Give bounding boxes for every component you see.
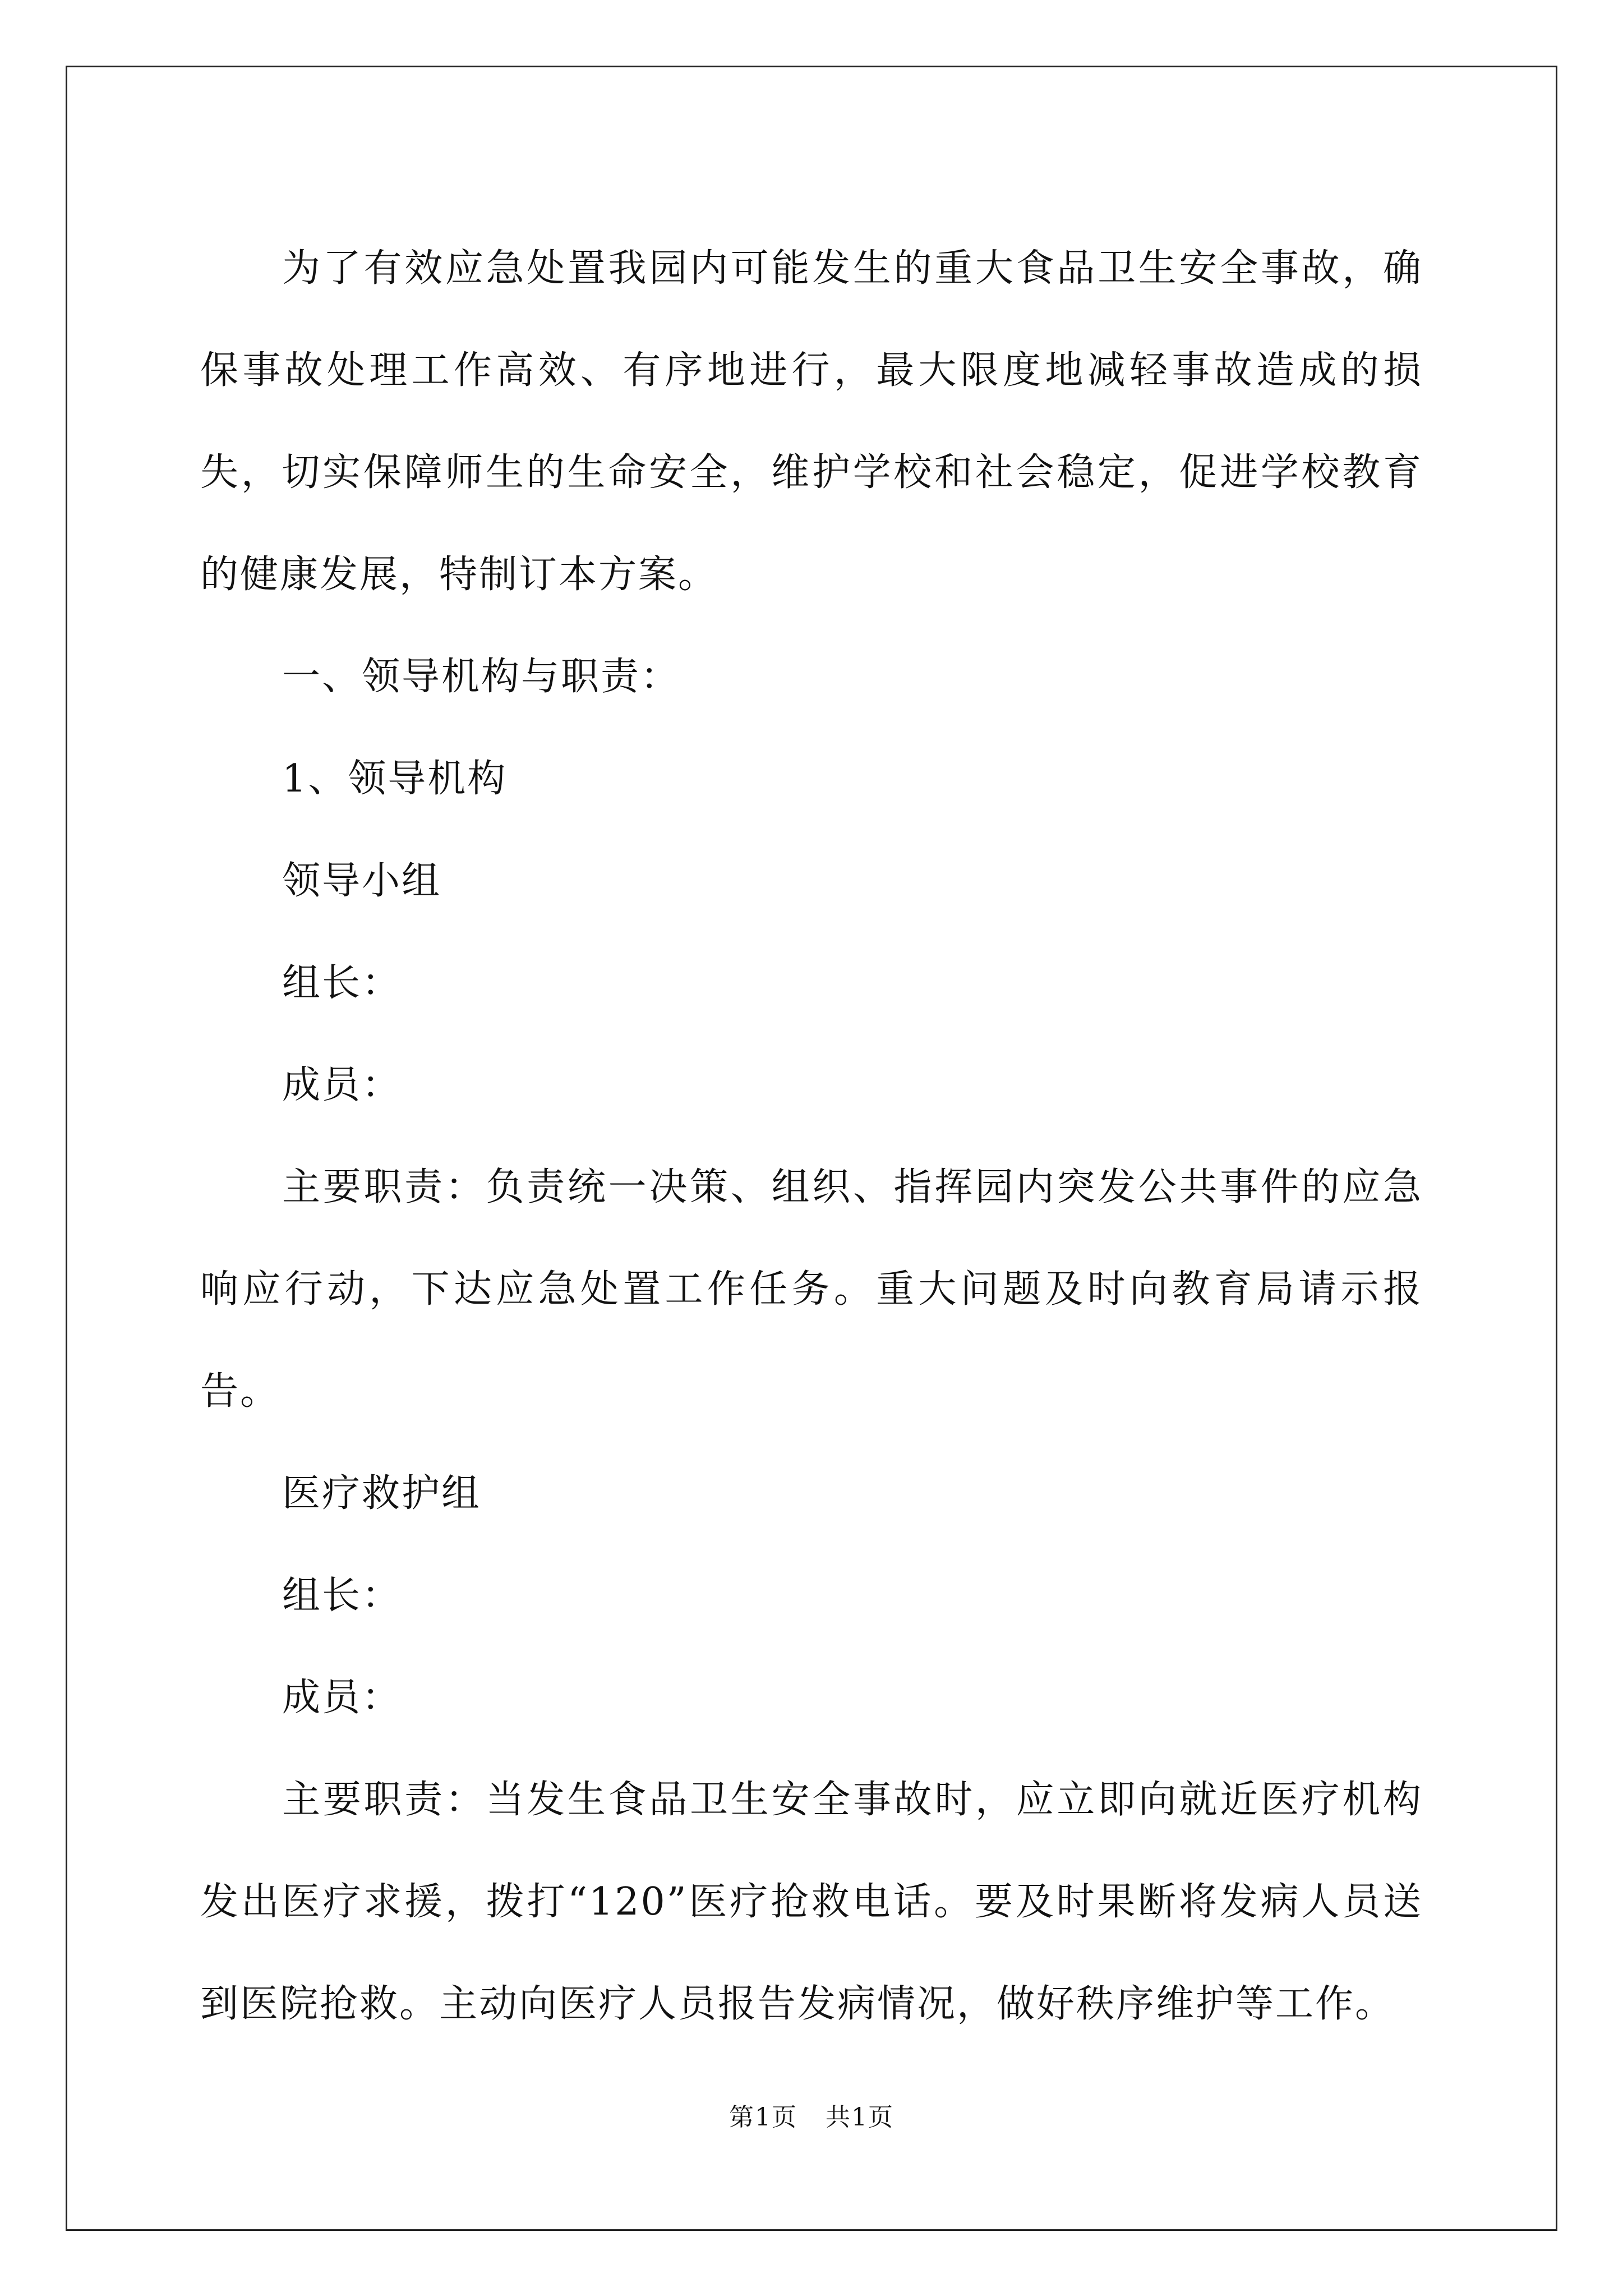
page-footer <box>0 2101 1623 2134</box>
duties-paragraph-leadership: 主要职责：负责统一决策、组织、指挥园内突发公共事件的应急响应行动，下达应急处置工作任务。重大问题及时向教育局请示报告。 <box>200 1165 1423 1414</box>
section-heading-leadership: 一、领导机构与职责： <box>282 655 681 699</box>
duties-paragraph-medical: 主要职责：当发生食品卫生安全事故时，应立即向就近医疗机构发出医疗求援，拨打“120”医疗抢救电话。要及时果断将发病人员送到医院抢救。主动向医疗人员报告发病情况，做好秩序维护等工作。 <box>200 1778 1423 2026</box>
group-title-medical: 医疗救护组 <box>282 1471 482 1516</box>
page-total: 共1页 <box>826 2103 894 2132</box>
document-body <box>200 218 1423 2055</box>
leader-field: 组长： <box>282 961 402 1005</box>
members-field: 成员： <box>282 1063 402 1107</box>
intro-paragraph: 为了有效应急处置我园内可能发生的重大食品卫生安全事故，确保事故处理工作高效、有序地进行，最大限度地减轻事故造成的损失，切实保障师生的生命安全，维护学校和社会稳定，促进学校教育的健康发展，特制订本方案。 <box>200 246 1423 597</box>
leader-field-medical: 组长： <box>282 1573 402 1618</box>
members-field-medical: 成员： <box>282 1676 402 1720</box>
page-number: 第1页 <box>729 2103 797 2132</box>
group-title-leadership: 领导小组 <box>282 859 442 903</box>
subsection-heading-leadership-body: 1、领导机构 <box>282 757 508 801</box>
